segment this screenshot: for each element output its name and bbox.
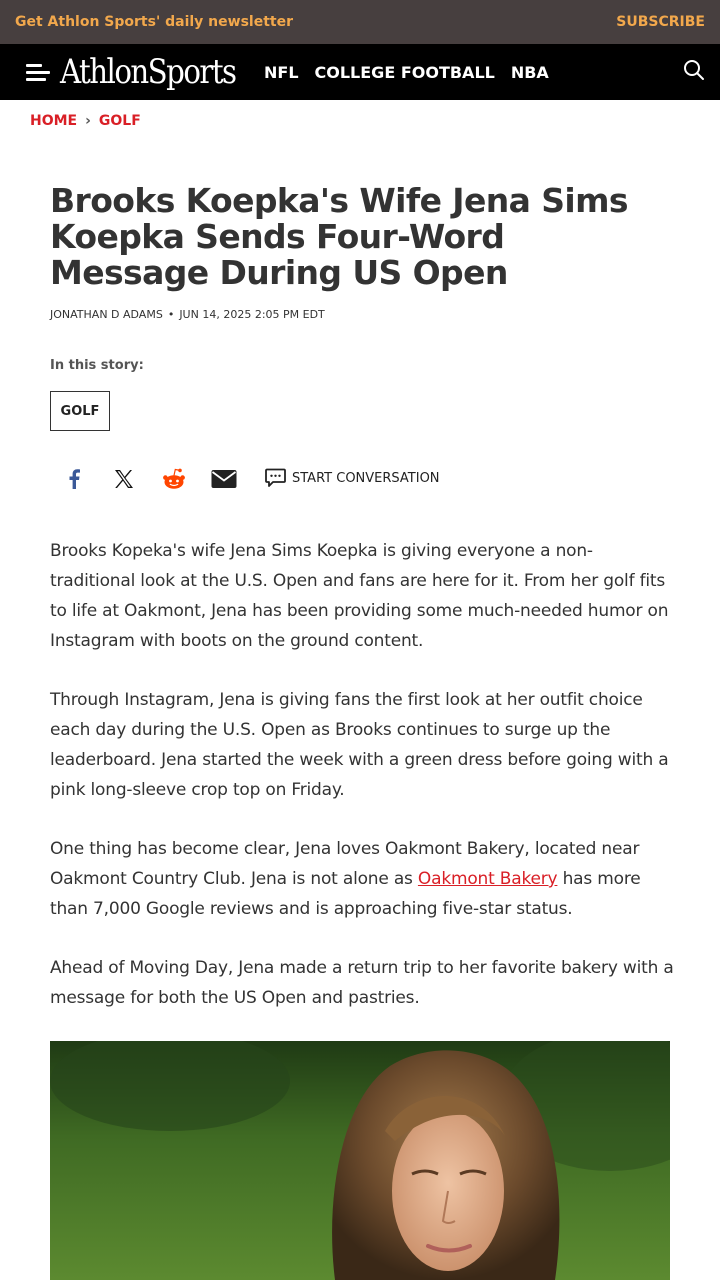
breadcrumb-separator: ›: [85, 113, 91, 129]
athlon-sports-logo[interactable]: AthlonSports: [60, 52, 236, 92]
breadcrumb-golf[interactable]: GOLF: [98, 113, 141, 129]
start-conversation-button[interactable]: [265, 468, 440, 488]
nav-link-college-football[interactable]: COLLEGE FOOTBALL: [314, 62, 495, 82]
article-paragraph: Ahead of Moving Day, Jena made a return trip to her favorite bakery with a message for both the US Open and pastries.: [50, 958, 674, 1008]
email-share-button[interactable]: [210, 465, 238, 493]
article-title: Brooks Koepka's Wife Jena Sims Koepka Sends Four-Word Message During US Open: [50, 181, 628, 292]
email-icon: [211, 469, 237, 489]
comment-icon: [265, 468, 286, 488]
article-paragraph: Brooks Kopeka's wife Jena Sims Koepka is giving everyone a non-traditional look at the U.S. Open and fans are here for it. From her golf fits to life at Oakmont, Jena has been providing some much-needed humor on Instagram with boots on the ground content.: [50, 541, 669, 651]
story-label: In this story:: [50, 358, 144, 373]
jena-sims-photo: [50, 1041, 670, 1280]
story-tag-golf[interactable]: GOLF: [50, 391, 110, 431]
newsletter-promo-bar: [0, 0, 720, 44]
reddit-share-button[interactable]: [160, 465, 188, 493]
search-icon[interactable]: [682, 58, 706, 82]
x-icon: [114, 469, 134, 489]
x-share-button[interactable]: [110, 465, 138, 493]
article-body: [50, 536, 675, 1042]
breadcrumb: [30, 113, 141, 129]
author-name[interactable]: JONATHAN D ADAMS: [50, 308, 163, 321]
nav-links: [264, 63, 549, 82]
article-text: has more than 7,000 Google reviews and is approaching five-star status.: [50, 869, 641, 919]
oakmont-bakery-link[interactable]: Oakmont Bakery: [417, 869, 558, 889]
publish-date: JUN 14, 2025 2:05 PM EDT: [179, 308, 325, 321]
share-bar: [50, 465, 470, 495]
newsletter-promo-text: Get Athlon Sports' daily newsletter: [15, 14, 293, 30]
byline-separator: •: [167, 308, 175, 321]
nav-link-nfl[interactable]: NFL: [264, 62, 299, 82]
article-paragraph: [50, 834, 675, 924]
article-photo: [50, 1041, 670, 1280]
nav-link-nba[interactable]: NBA: [510, 62, 549, 82]
subscribe-link[interactable]: SUBSCRIBE: [616, 14, 705, 30]
main-nav: [0, 44, 720, 100]
hamburger-menu-icon[interactable]: [26, 62, 50, 82]
facebook-share-button[interactable]: [60, 465, 88, 493]
reddit-icon: [162, 468, 186, 490]
breadcrumb-home[interactable]: HOME: [30, 113, 78, 129]
article-paragraph: Through Instagram, Jena is giving fans the first look at her outfit choice each day during the U.S. Open as Brooks continues to surge up the leaderboard. Jena started the week with a green dress before going with a pink long-sleeve crop top on Friday.: [50, 690, 669, 800]
facebook-icon: [68, 469, 80, 489]
byline: [50, 308, 325, 321]
article-text: One thing has become clear, Jena loves Oakmont Bakery, located near Oakmont Country Club. Jena is not alone as: [50, 839, 640, 889]
start-conversation-label: START CONVERSATION: [292, 470, 440, 486]
